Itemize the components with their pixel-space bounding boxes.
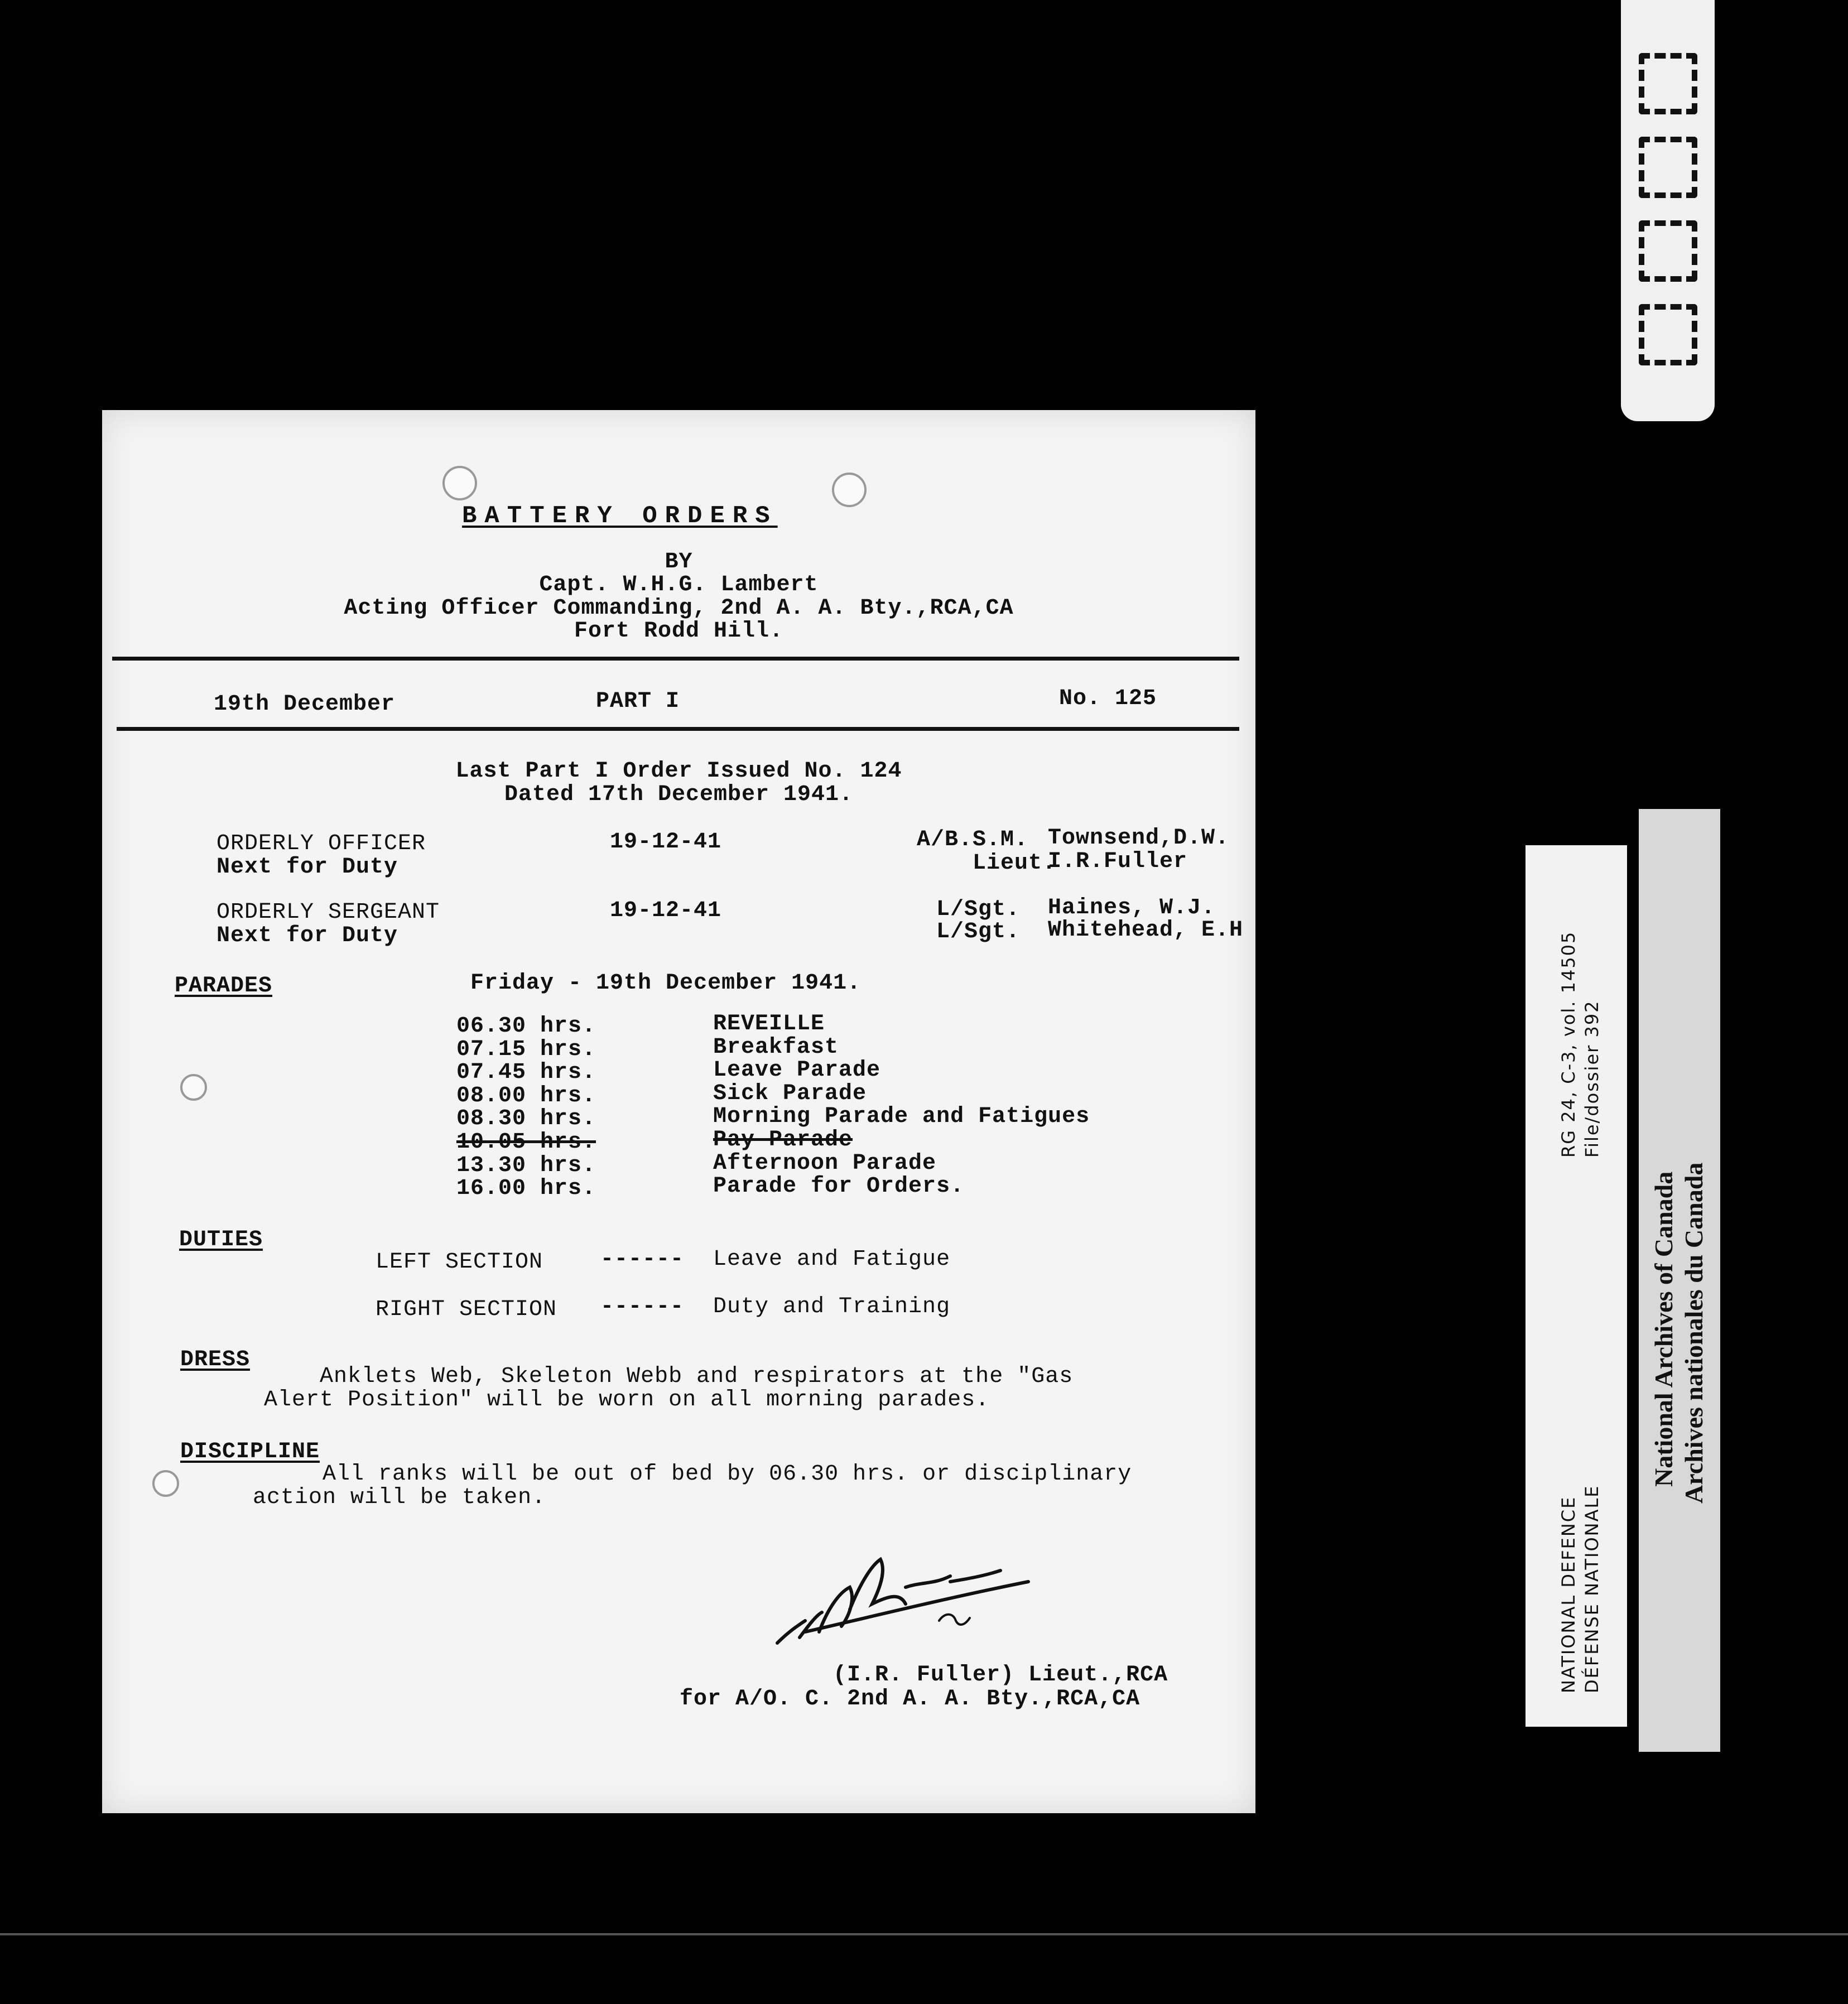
parade-event-struck: Pay Parade xyxy=(713,1128,853,1153)
parade-event: Morning Parade and Fatigues xyxy=(713,1104,1090,1129)
next-sergeant-rank: L/Sgt. xyxy=(936,919,1021,945)
parade-time: 08.00 hrs. xyxy=(456,1083,596,1109)
duty-dash: ------ xyxy=(600,1294,685,1319)
duty-task: Duty and Training xyxy=(713,1294,951,1319)
parade-event: REVEILLE xyxy=(713,1011,825,1037)
unit-line: Acting Officer Commanding, 2nd A. A. Bty.,RCA,CA xyxy=(344,596,1014,621)
archives-name-en: National Archives of Canada xyxy=(1649,1171,1678,1487)
parades-heading: PARADES xyxy=(175,974,273,999)
parade-event: Afternoon Parade xyxy=(713,1151,937,1176)
archive-reference: RG 24, C-3, vol. 14505 xyxy=(1558,931,1579,1158)
punch-hole xyxy=(180,1074,207,1101)
parade-time: 13.30 hrs. xyxy=(456,1153,596,1178)
punch-hole xyxy=(442,466,477,500)
dress-text-line: Alert Position" will be worn on all morning parades. xyxy=(264,1388,990,1413)
dress-heading: DRESS xyxy=(180,1347,251,1372)
last-order-date: Dated 17th December 1941. xyxy=(504,782,854,807)
frame-mark xyxy=(1639,53,1697,114)
order-date: 19th December xyxy=(214,692,396,717)
duty-task: Leave and Fatigue xyxy=(713,1247,951,1272)
archive-file: File/dossier 392 xyxy=(1581,1000,1602,1158)
parade-time: 07.15 hrs. xyxy=(456,1037,596,1062)
discipline-heading: DISCIPLINE xyxy=(180,1439,320,1465)
punch-hole xyxy=(832,473,867,507)
parade-event: Breakfast xyxy=(713,1035,839,1060)
parade-time: 08.30 hrs. xyxy=(456,1106,596,1131)
duty-dash: ------ xyxy=(600,1247,685,1272)
orderly-officer-label: ORDERLY OFFICER xyxy=(216,831,426,856)
document-title: BATTERY ORDERS xyxy=(462,502,778,530)
discipline-text-line: action will be taken. xyxy=(253,1485,546,1510)
punch-hole xyxy=(152,1470,179,1497)
next-officer-rank: Lieut. xyxy=(973,851,1057,876)
film-edge-line xyxy=(0,1933,1848,1935)
archives-stamp-label xyxy=(1639,809,1720,1752)
orderly-sergeant-label: ORDERLY SERGEANT xyxy=(216,900,440,925)
parade-time-struck: 10.05 hrs. xyxy=(456,1130,596,1155)
duties-heading: DUTIES xyxy=(179,1227,263,1252)
dress-text-line: Anklets Web, Skeleton Webb and respirators at the "Gas xyxy=(320,1364,1074,1389)
handwritten-signature xyxy=(766,1543,1034,1660)
parade-time: 07.45 hrs. xyxy=(456,1060,596,1085)
department-en: NATIONAL DEFENCE xyxy=(1558,1496,1579,1693)
department-fr: DÉFENSE NATIONALE xyxy=(1581,1485,1602,1693)
orderly-sergeant-next-label: Next for Duty xyxy=(216,923,398,948)
next-sergeant-name: Whitehead, E.H xyxy=(1048,918,1244,943)
order-number: No. 125 xyxy=(1059,686,1157,711)
order-part: PART I xyxy=(596,689,680,714)
header-rule-bottom xyxy=(117,727,1239,731)
signatory-line: (I.R. Fuller) Lieut.,RCA xyxy=(833,1663,1168,1688)
duty-section: RIGHT SECTION xyxy=(376,1297,557,1322)
orderly-officer-next-label: Next for Duty xyxy=(216,855,398,880)
by-line: BY xyxy=(665,550,693,575)
orderly-sergeant-name: Haines, W.J. xyxy=(1048,895,1216,921)
frame-mark xyxy=(1639,304,1697,365)
next-officer-name: I.R.Fuller xyxy=(1048,849,1188,874)
location: Fort Rodd Hill. xyxy=(574,619,784,644)
orderly-officer-date: 19-12-41 xyxy=(610,830,722,855)
orderly-officer-name: Townsend,D.W. xyxy=(1048,826,1230,851)
frame-mark xyxy=(1639,137,1697,198)
archives-name-fr: Archives nationales du Canada xyxy=(1679,1162,1708,1504)
duty-section: LEFT SECTION xyxy=(376,1250,543,1275)
parade-event: Sick Parade xyxy=(713,1081,867,1106)
commander-name: Capt. W.H.G. Lambert xyxy=(539,572,819,598)
archive-reference-label xyxy=(1525,845,1627,1727)
parade-time: 16.00 hrs. xyxy=(456,1176,596,1201)
document-page xyxy=(102,410,1255,1813)
orderly-officer-rank: A/B.S.M. xyxy=(917,827,1029,852)
discipline-text-line: All ranks will be out of bed by 06.30 hrs. or disciplinary xyxy=(323,1462,1132,1487)
film-frame-strip xyxy=(1621,0,1715,421)
parade-event: Parade for Orders. xyxy=(713,1174,965,1199)
orderly-sergeant-rank: L/Sgt. xyxy=(936,897,1021,922)
last-order-line: Last Part I Order Issued No. 124 xyxy=(455,759,902,784)
orderly-sergeant-date: 19-12-41 xyxy=(610,898,722,923)
parade-event: Leave Parade xyxy=(713,1058,881,1083)
parade-time: 06.30 hrs. xyxy=(456,1014,596,1039)
parades-day: Friday - 19th December 1941. xyxy=(470,971,862,996)
signatory-unit-line: for A/O. C. 2nd A. A. Bty.,RCA,CA xyxy=(680,1687,1140,1712)
frame-mark xyxy=(1639,220,1697,282)
header-rule-top xyxy=(112,657,1239,661)
